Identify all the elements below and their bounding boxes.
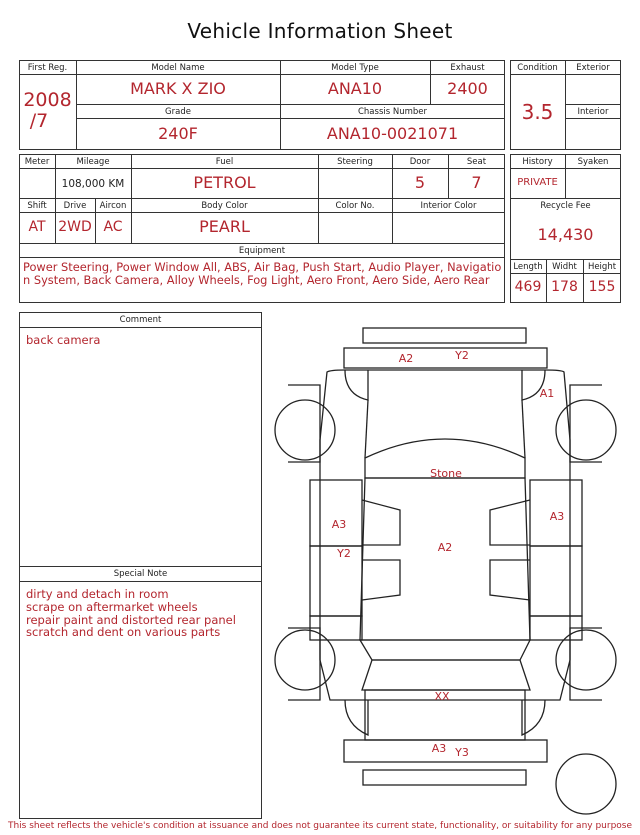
interior-color-label: Interior Color (420, 201, 477, 211)
mark-rear-xx: XX (434, 690, 450, 703)
first-reg-label: First Reg. (27, 63, 68, 73)
color-no-label: Color No. (335, 201, 375, 211)
height-label: Height (587, 262, 617, 272)
door-value: 5 (414, 173, 426, 192)
mark-rear-y3: Y3 (455, 746, 469, 759)
special-note-line: repair paint and distorted rear panel (26, 612, 236, 627)
model-type-value: ANA10 (327, 79, 383, 98)
exhaust-label: Exhaust (450, 63, 485, 73)
comment-label: Comment (119, 315, 162, 325)
sheet-title: Vehicle Information Sheet (187, 19, 453, 43)
door-label: Door (409, 157, 431, 167)
syaken-label: Syaken (577, 157, 609, 167)
special-note-label: Special Note (113, 569, 168, 579)
history-value: PRIVATE (517, 177, 558, 188)
steering-label: Steering (337, 157, 373, 167)
mark-stone: Stone (430, 467, 462, 480)
condition-label: Condition (517, 63, 558, 73)
special-note-line: dirty and detach in room (26, 587, 169, 601)
exhaust-value: 2400 (447, 79, 488, 98)
height-value: 155 (588, 279, 616, 295)
special-note-line: scrape on aftermarket wheels (26, 599, 198, 614)
equipment-line-2: n System, Back Camera, Alloy Wheels, Fog Light, Aero Front, Aero Side, Aero Rear (23, 273, 490, 287)
drive-label: Drive (63, 201, 87, 211)
aircon-label: Aircon (99, 201, 127, 211)
fuel-label: Fuel (215, 157, 234, 167)
special-note-list (26, 588, 236, 639)
chassis-label: Chassis Number (357, 107, 428, 117)
first-reg-month: /7 (29, 110, 49, 132)
history-label: History (522, 157, 553, 167)
mark-front-a2: A2 (398, 352, 414, 365)
first-reg-year: 2008 (23, 89, 72, 111)
equipment-label: Equipment (238, 246, 286, 256)
equipment-line-1: Power Steering, Power Window All, ABS, Air Bag, Push Start, Audio Player, Navigatio (23, 260, 502, 274)
mark-left-a3: A3 (331, 518, 347, 531)
shift-label: Shift (27, 201, 47, 211)
drive-value: 2WD (58, 219, 92, 235)
aircon-value: AC (103, 219, 123, 235)
model-name-value: MARK X ZIO (130, 79, 226, 98)
exterior-label: Exterior (576, 63, 610, 73)
width-label: Widht (552, 262, 577, 272)
disclaimer-footer: This sheet reflects the vehicle's condition at issuance and does not guarantee its current state, functionality, or suitability for any purpose (7, 821, 633, 831)
recycle-fee-value: 14,430 (537, 225, 594, 244)
model-name-label: Model Name (151, 63, 205, 73)
comment-text: back camera (26, 333, 101, 347)
car-damage-diagram (262, 320, 640, 820)
meter-label: Meter (24, 157, 50, 167)
mark-left-y2: Y2 (337, 547, 351, 560)
special-note-line: scratch and dent on various parts (26, 625, 221, 640)
mark-rear-a3: A3 (431, 742, 447, 755)
mark-roof-a2: A2 (437, 541, 453, 554)
mileage-value: 108,000 KM (61, 178, 125, 190)
condition-score: 3.5 (521, 100, 554, 124)
recycle-fee-label: Recycle Fee (540, 201, 591, 211)
fuel-value: PETROL (193, 173, 256, 192)
grade-label: Grade (165, 107, 191, 117)
length-value: 469 (514, 279, 542, 295)
seat-value: 7 (471, 173, 482, 192)
body-color-value: PEARL (199, 217, 250, 236)
grade-value: 240F (158, 124, 198, 143)
mark-right-a3: A3 (549, 510, 565, 523)
body-color-label: Body Color (201, 201, 248, 211)
mark-front-y2: Y2 (455, 349, 469, 362)
interior-label: Interior (577, 107, 609, 117)
length-label: Length (513, 262, 543, 272)
mileage-label: Mileage (76, 157, 110, 167)
chassis-value: ANA10-0021071 (326, 124, 459, 143)
width-value: 178 (551, 279, 578, 295)
shift-value: AT (28, 219, 46, 235)
mark-a1: A1 (539, 387, 555, 400)
seat-label: Seat (466, 157, 487, 167)
model-type-label: Model Type (331, 63, 379, 73)
